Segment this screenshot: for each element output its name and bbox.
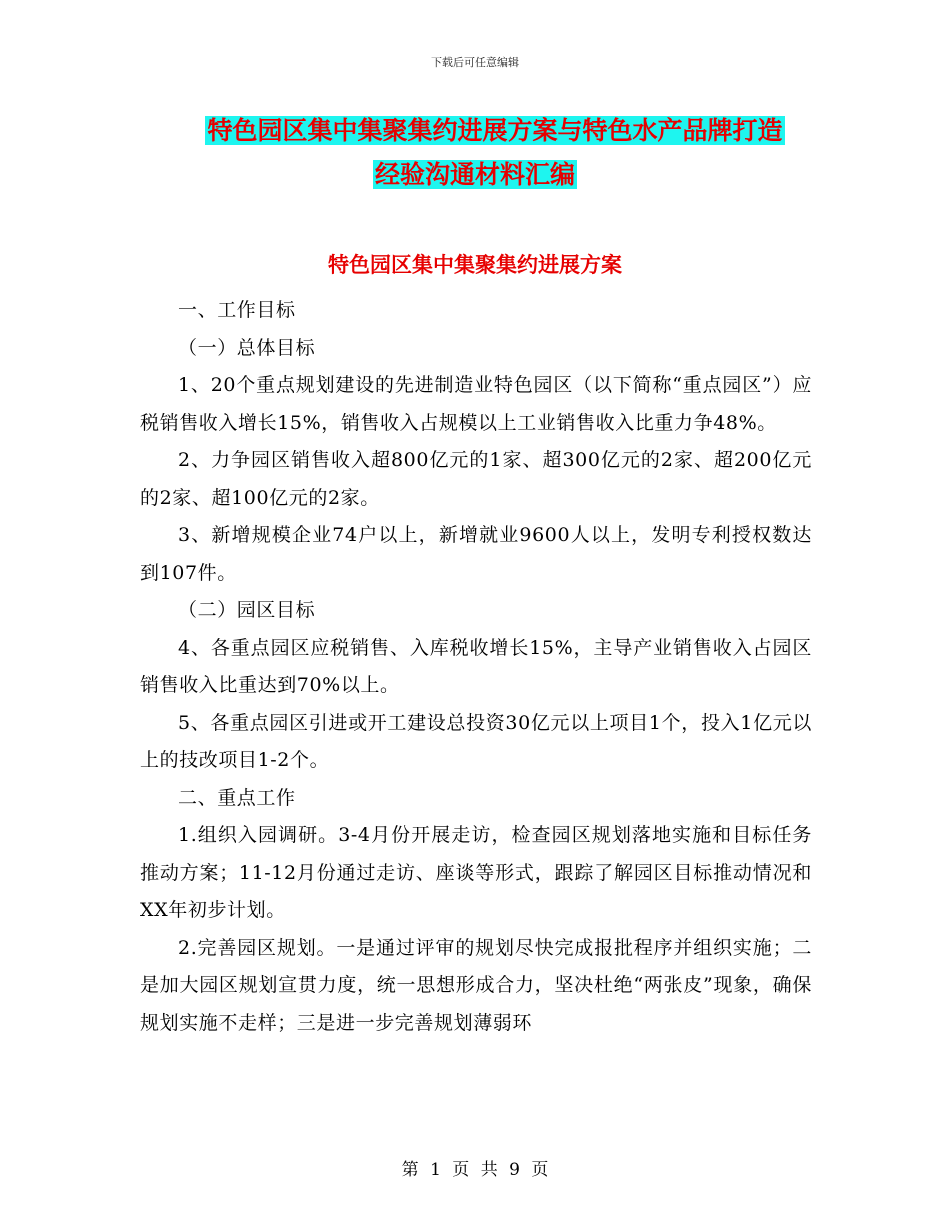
document-title-line-2 [0, 158, 950, 192]
paragraph-work-2: 2.完善园区规划。一是通过评审的规划尽快完成报批程序并组织实施；二是加大园区规划宣贯力度，统一思想形成合力，坚决杜绝“两张皮”现象，确保规划实施不走样；三是进一步完善规划薄弱环 [140, 936, 812, 1034]
paragraph-goal-4: 4、各重点园区应税销售、入库税收增长15%，主导产业销售收入占园区销售收入比重达到70%以上。 [140, 636, 812, 696]
paragraph-work-1: 1.组织入园调研。3-4月份开展走访，检查园区规划落地实施和目标任务推动方案；11-12月份通过走访、座谈等形式，跟踪了解园区目标推动情况和XX年初步计划。 [140, 824, 812, 921]
title-line-1-text: 特色园区集中集聚集约进展方案与特色水产品牌打造 [207, 116, 783, 145]
paragraph-goal-2: 2、力争园区销售收入超800亿元的1家、超300亿元的2家、超200亿元的2家、超100亿元的2家。 [140, 449, 812, 509]
document-body [140, 292, 812, 1042]
paragraph-goal-3: 3、新增规模企业74户以上，新增就业9600人以上，发明专利授权数达到107件。 [140, 524, 812, 584]
heading-work-goals: 一、工作目标 [178, 299, 296, 321]
header-note: 下载后可任意编辑 [431, 56, 519, 69]
paragraph-goal-5: 5、各重点园区引进或开工建设总投资30亿元以上项目1个，投入1亿元以上的技改项目1-2个。 [140, 711, 812, 771]
subheading-park-goals: （二）园区目标 [178, 599, 316, 621]
heading-key-work: 二、重点工作 [178, 786, 296, 809]
paragraph-goal-1: 1、20个重点规划建设的先进制造业特色园区（以下简称“重点园区”）应税销售收入增长15%，销售收入占规模以上工业销售收入比重力争48%。 [140, 374, 812, 434]
title-line-2-text: 经验沟通材料汇编 [374, 160, 575, 189]
section-title: 特色园区集中集聚集约进展方案 [328, 253, 622, 277]
page-footer: 第 1 页 共 9 页 [401, 1160, 549, 1180]
document-title-line-1 [0, 114, 950, 148]
subheading-overall-goals: （一）总体目标 [178, 336, 316, 359]
